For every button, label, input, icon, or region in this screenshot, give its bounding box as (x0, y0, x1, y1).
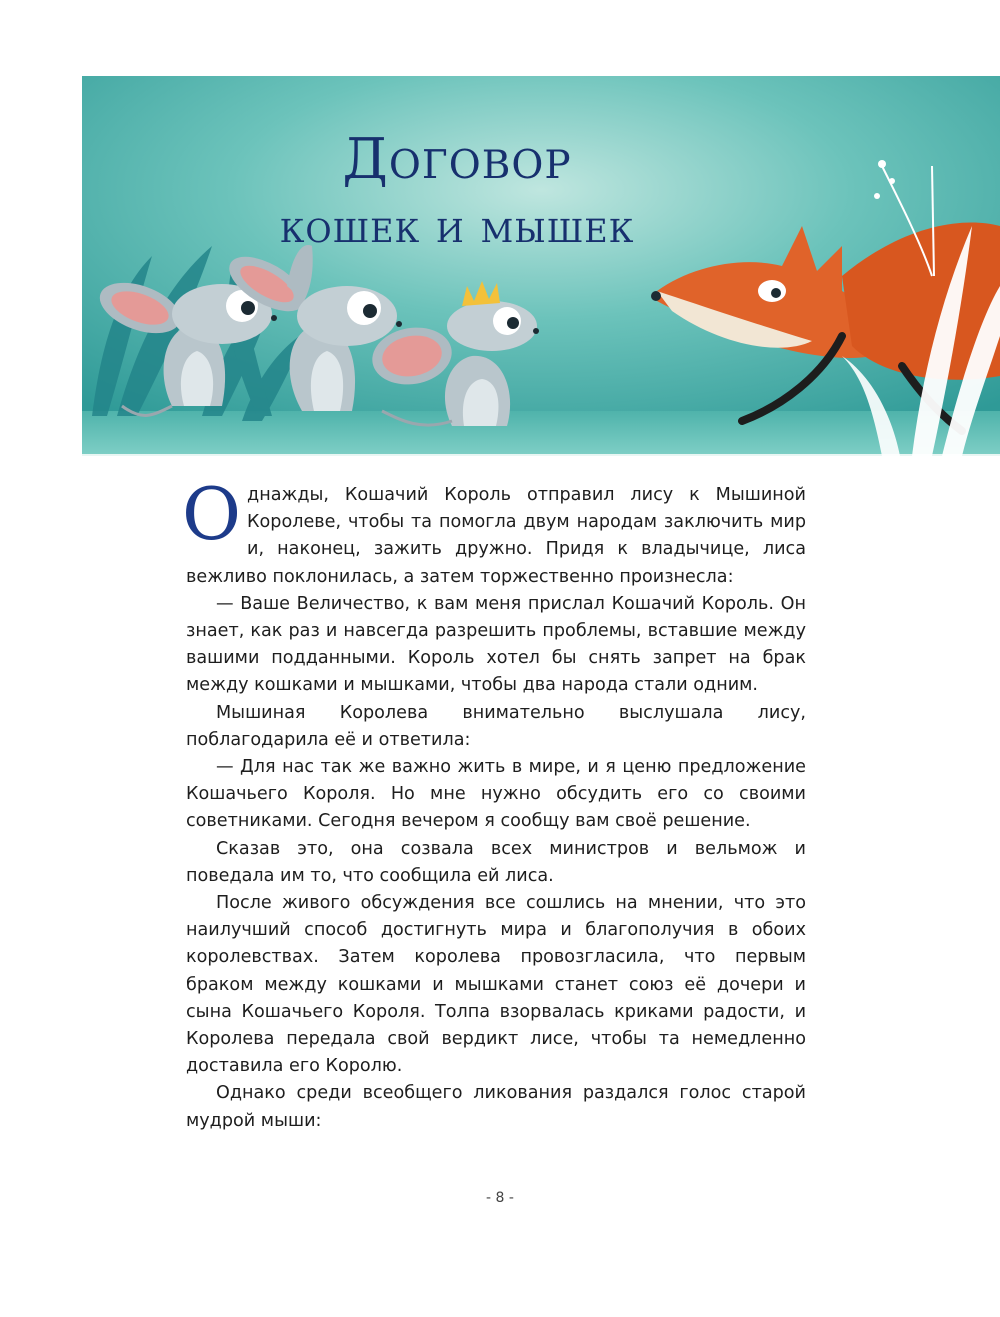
ground (82, 411, 1000, 456)
paragraph: Однако среди всеобщего ликования раздался голос старой мудрой мыши: (186, 1083, 806, 1131)
page-subtitle: кошек и мышек (279, 199, 635, 253)
paragraph: Мышиная Королева внимательно выслушала лису, поблагодарила её и ответила: (186, 702, 806, 750)
paragraph: Сказав это, она созвала всех министров и вельмож и поведала им то, что сообщила ей лиса. (186, 838, 806, 886)
paragraph (182, 472, 806, 591)
page-number: - 8 - (486, 1190, 514, 1206)
page-title: Договор (342, 127, 572, 192)
drop-cap: О (182, 472, 242, 556)
header-illustration (82, 76, 1000, 456)
paragraph: — Ваше Величество, к вам меня прислал Кошачий Король. Он знает, как раз и навсегда разрешить проблемы, вставшие между вашими подданными. Король хотел бы снять запрет на брак между кошками и мышками, чтобы два народа стали одним. (186, 593, 806, 696)
story-text (182, 472, 806, 1135)
paragraph: — Для нас так же важно жить в мире, и я ценю предложение Кошачьего Короля. Но мне нужно обсудить его со своими советниками. Сегодня вечером я сообщу вам своё решение. (186, 757, 806, 832)
paragraph-text: днажды, Кошачий Король отправил лису к Мышиной Королеве, чтобы та помогла двум народам заключить мир и, наконец, зажить дружно. Придя к владычице, лиса вежливо поклонилась, а затем торжественно произнесла: (186, 485, 806, 587)
paragraph: После живого обсуждения все сошлись на мнении, что это наилучший способ достигнуть мира и благополучия в обоих королевствах. Затем королева провозгласила, что первым браком между кошками и мышками станет союз её дочери и сына Кошачьего Короля. Толпа взорвалась криками радости, и Королева передала свой вердикт лисе, чтобы та немедленно доставила его Королю. (186, 893, 806, 1077)
